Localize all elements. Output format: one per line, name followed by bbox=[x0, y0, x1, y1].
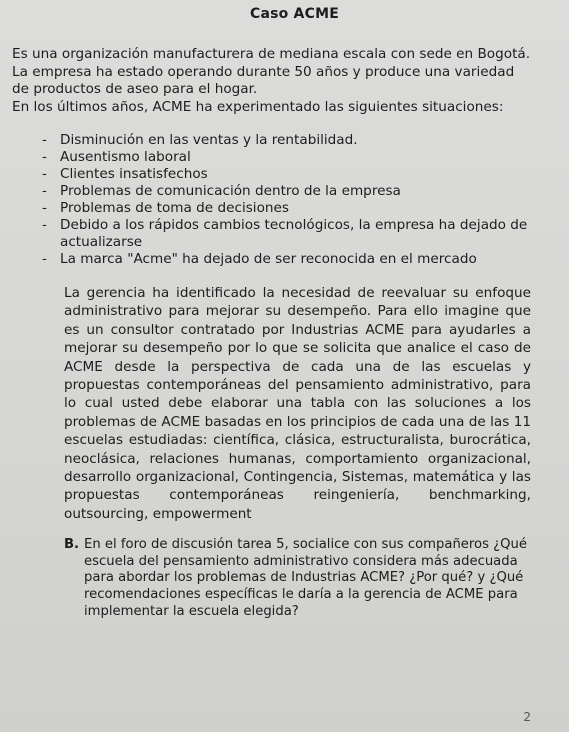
intro-paragraph-2: La empresa ha estado operando durante 50 años y produce una variedad de productos de aseo para el hogar. bbox=[12, 63, 515, 97]
list-item: - Debido a los rápidos cambios tecnológicos, la empresa ha dejado de actualizarse bbox=[42, 217, 529, 251]
section-b-letter: B. bbox=[64, 537, 80, 553]
section-b-text: En el foro de discusión tarea 5, socialice con sus compañeros ¿Qué escuela del pensamiento administrativo considera más adecuada para abordar los problemas de Industrias ACME? ¿Por qué? y ¿Qué recomendaciones específicas le daría a la gerencia de ACME para implementar la escuela elegida? bbox=[84, 537, 528, 619]
task-paragraph: La gerencia ha identificado la necesidad de reevaluar su enfoque administrativo para mejorar su desempeño. Para ello imagine que es un consultor contratado por Industrias ACME para ayudarles a mejorar su desempeño por lo que se solicita que analice el caso de ACME desde la perspectiva de cada una de las escuelas y propuestas contemporáneas del pensamiento administrativo, para lo cual usted debe elaborar una tabla con las soluciones a los problemas de ACME basadas en los principios de cada una de las 11 escuelas estudiadas: científica, clásica, estructuralista, burocrática, neoclásica, relaciones humanas, comportamiento organizacional, desarrollo organizacional, Contingencia, Sistemas, matemática y las propuestas contemporáneas reingeniería, benchmarking, outsourcing, empowerment bbox=[64, 285, 531, 522]
page-number: 2 bbox=[523, 710, 531, 724]
section-b bbox=[64, 537, 529, 620]
list-item: - Problemas de toma de decisiones bbox=[42, 200, 529, 217]
intro-paragraph-1: Es una organización manufacturera de mediana escala con sede en Bogotá. bbox=[12, 46, 531, 62]
list-item: - Clientes insatisfechos bbox=[42, 166, 529, 183]
list-item: - La marca "Acme" ha dejado de ser reconocida en el mercado bbox=[42, 251, 529, 268]
intro-paragraph-3: En los últimos años, ACME ha experimentado las siguientes situaciones: bbox=[12, 98, 504, 115]
situations-list bbox=[42, 132, 529, 268]
intro-section bbox=[12, 46, 535, 116]
document-title: Caso ACME bbox=[250, 6, 339, 22]
list-item: - Disminución en las ventas y la rentabilidad. bbox=[42, 132, 529, 149]
list-item: - Problemas de comunicación dentro de la empresa bbox=[42, 183, 529, 200]
list-item: - Ausentismo laboral bbox=[42, 149, 529, 166]
